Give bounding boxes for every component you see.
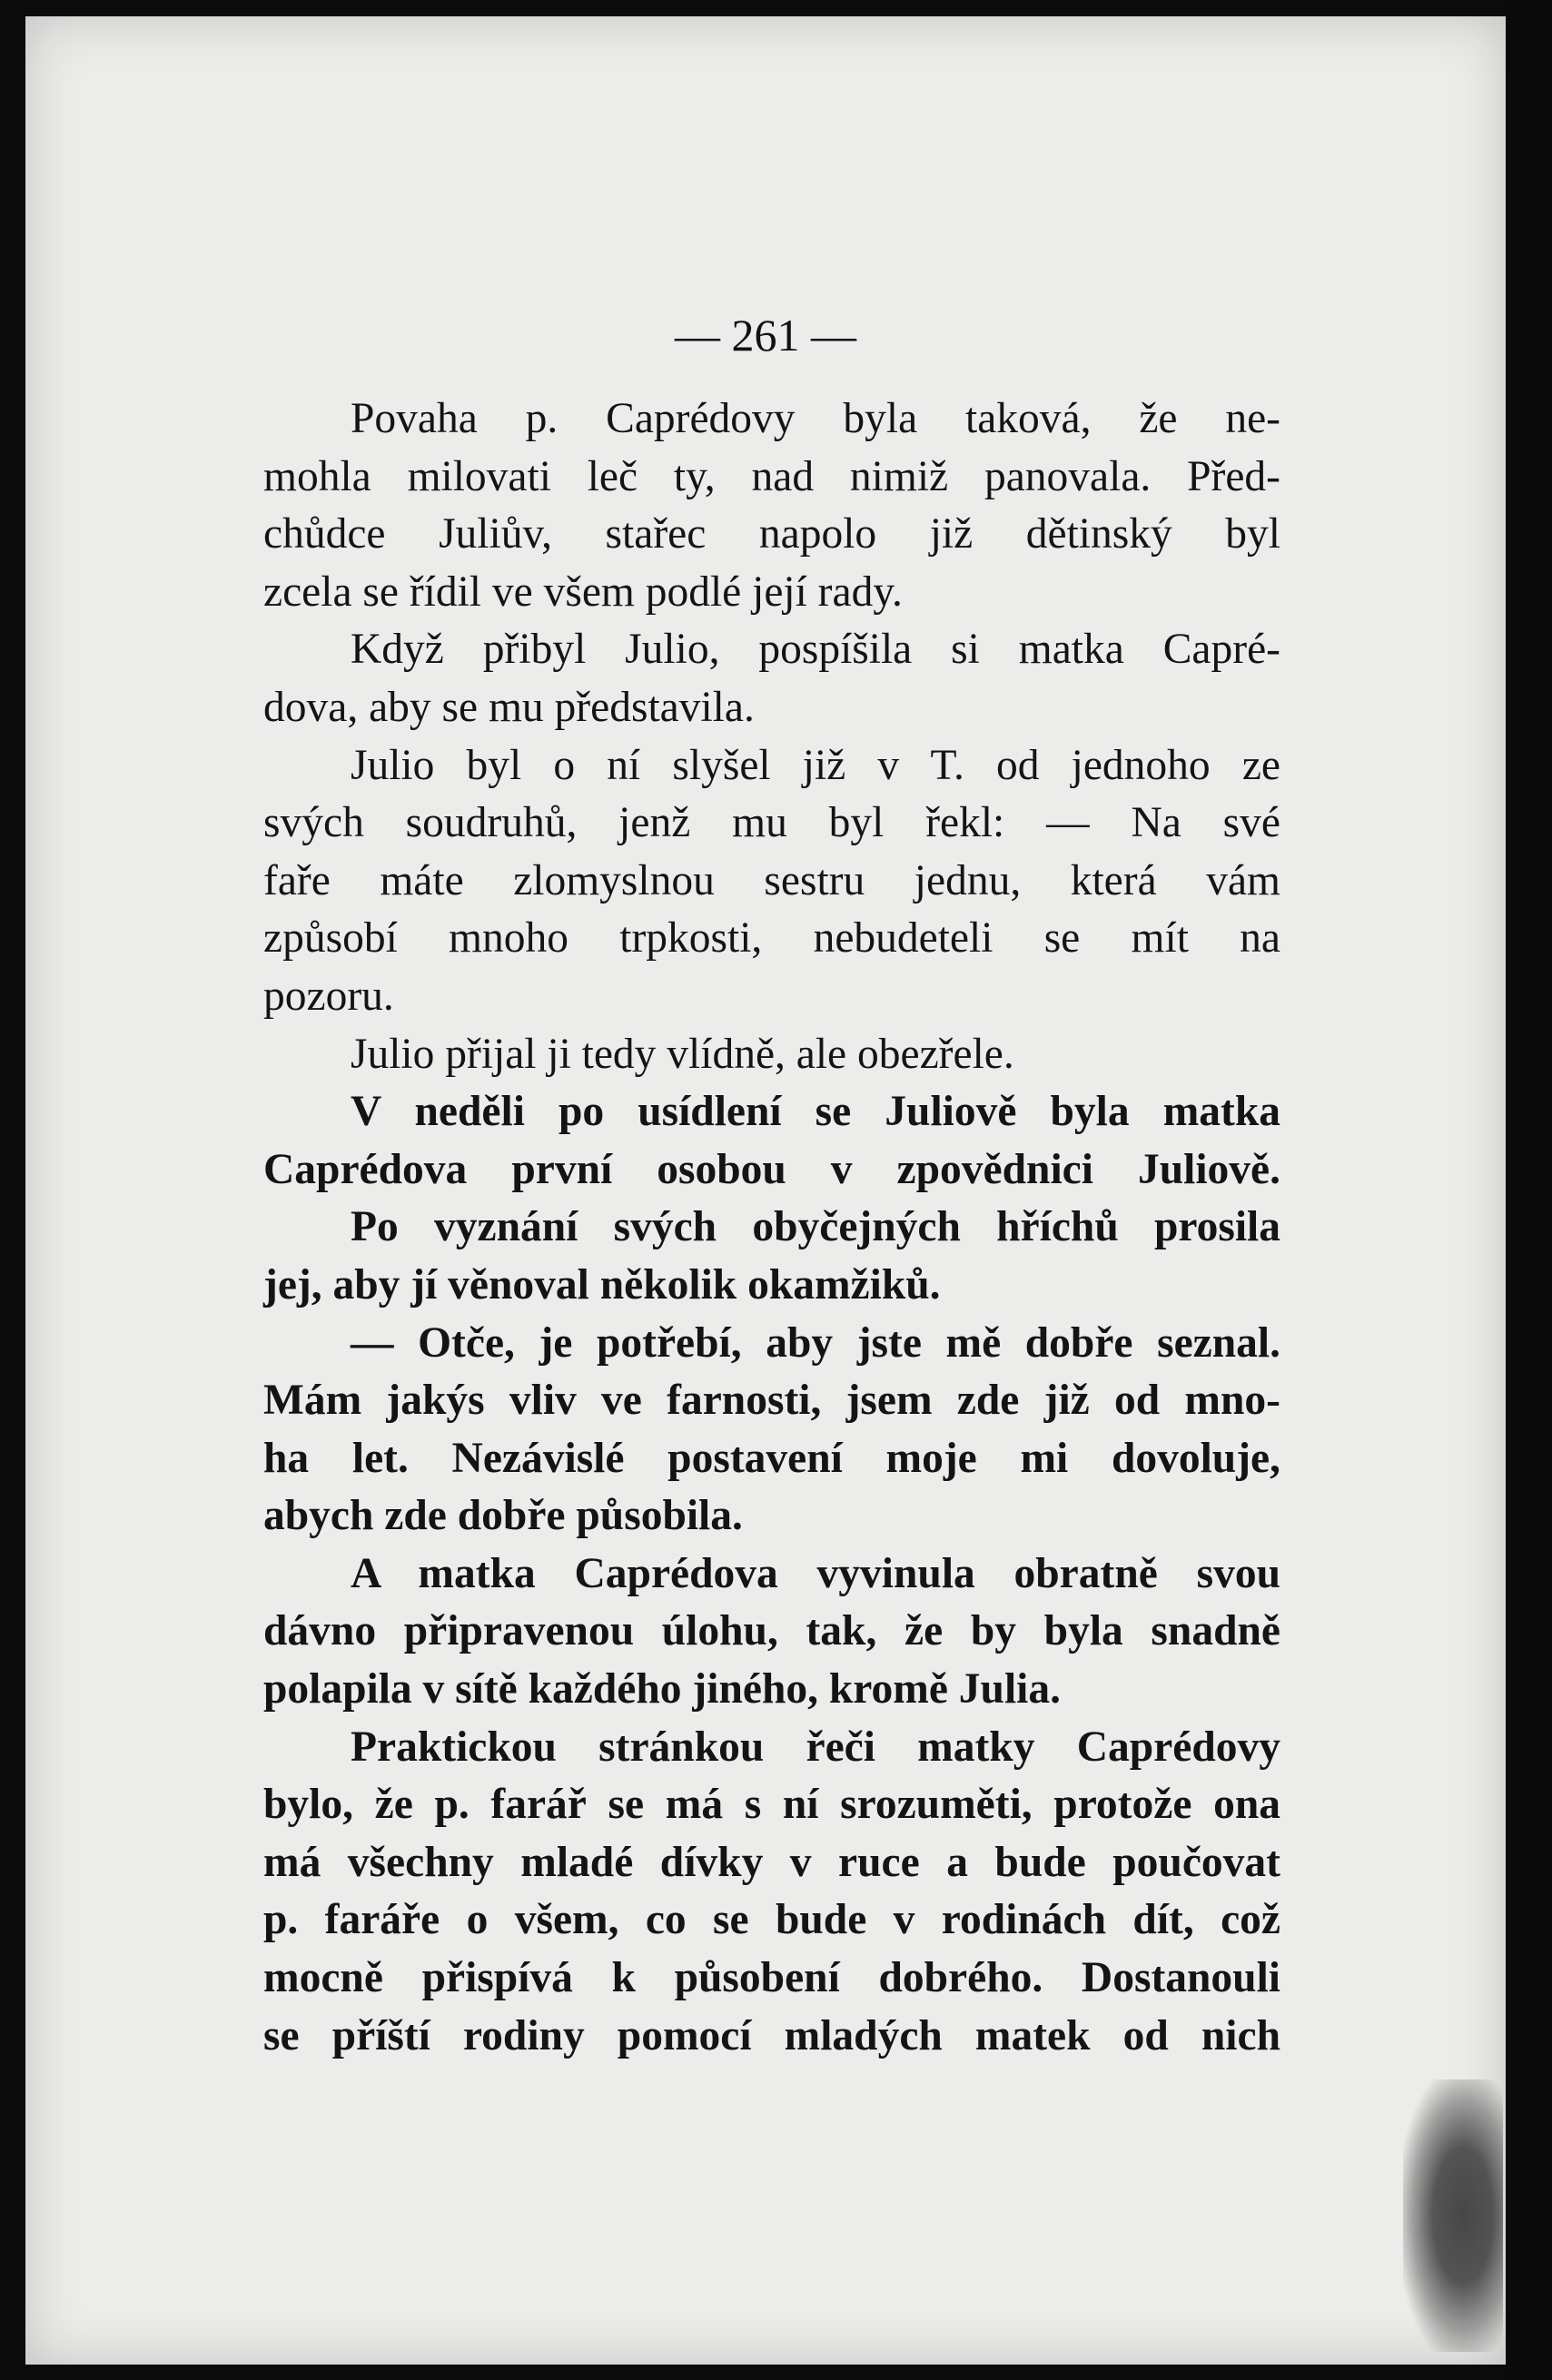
- page-number: — 261 —: [675, 310, 856, 360]
- text-line: pozoru.: [263, 972, 394, 1020]
- text-line: se příští rodiny pomocí mladých matek od nich: [263, 2011, 1280, 2059]
- text-line: Julio přijal ji tedy vlídně, ale obezřele.: [351, 1030, 1014, 1078]
- text-line: bylo, že p. farář se má s ní srozuměti, protože ona: [263, 1781, 1280, 1829]
- text-line: Caprédova první osobou v zpovědnici Juliově.: [263, 1145, 1280, 1193]
- text-line: dova, aby se mu představila.: [263, 683, 755, 731]
- body-text: [263, 390, 1280, 2065]
- text-line: mohla milovati leč ty, nad nimiž panovala. Před-: [263, 452, 1280, 500]
- text-line: V neděli po usídlení se Juliově byla matka: [351, 1088, 1280, 1136]
- text-line: — Otče, je potřebí, aby jste mě dobře seznal.: [351, 1318, 1280, 1367]
- text-line: způsobí mnoho trpkosti, nebudeteli se mít na: [263, 914, 1280, 963]
- text-line: chůdce Juliův, stařec napolo již dětinský byl: [263, 510, 1280, 558]
- book-page: [25, 16, 1506, 2365]
- text-line: A matka Caprédova vyvinula obratně svou: [351, 1549, 1280, 1597]
- text-line: Povaha p. Caprédovy byla taková, že ne-: [351, 395, 1280, 442]
- text-line: Mám jakýs vliv ve farnosti, jsem zde již od mno-: [263, 1377, 1280, 1425]
- text-line: p. faráře o všem, co se bude v rodinách dít, což: [263, 1896, 1280, 1944]
- text-line: jej, aby jí věnoval několik okamžiků.: [263, 1260, 941, 1309]
- text-line: Když přibyl Julio, pospíšila si matka Capré-: [351, 626, 1280, 674]
- text-line: svých soudruhů, jenž mu byl řekl: — Na své: [263, 799, 1280, 847]
- text-line: Julio byl o ní slyšel již v T. od jednoho ze: [351, 741, 1280, 789]
- text-line: zcela se řídil ve všem podlé její rady.: [263, 568, 903, 616]
- text-line: ha let. Nezávislé postavení moje mi dovoluje,: [263, 1434, 1280, 1482]
- text-line: dávno připravenou úlohu, tak, že by byla snadně: [263, 1607, 1280, 1655]
- page-stain: [1403, 2079, 1503, 2352]
- text-line: Po vyznání svých obyčejných hříchů prosila: [351, 1203, 1280, 1251]
- text-line: Praktickou stránkou řeči matky Caprédovy: [351, 1723, 1280, 1771]
- text-line: faře máte zlomyslnou sestru jednu, která vám: [263, 856, 1280, 904]
- scan-edge: [1506, 0, 1552, 2380]
- text-line: má všechny mladé dívky v ruce a bude poučovat: [263, 1838, 1280, 1886]
- text-line: mocně přispívá k působení dobrého. Dostanouli: [263, 1954, 1280, 2002]
- text-line: polapila v sítě každého jiného, kromě Julia.: [263, 1665, 1061, 1713]
- text-line: abych zde dobře působila.: [263, 1492, 743, 1540]
